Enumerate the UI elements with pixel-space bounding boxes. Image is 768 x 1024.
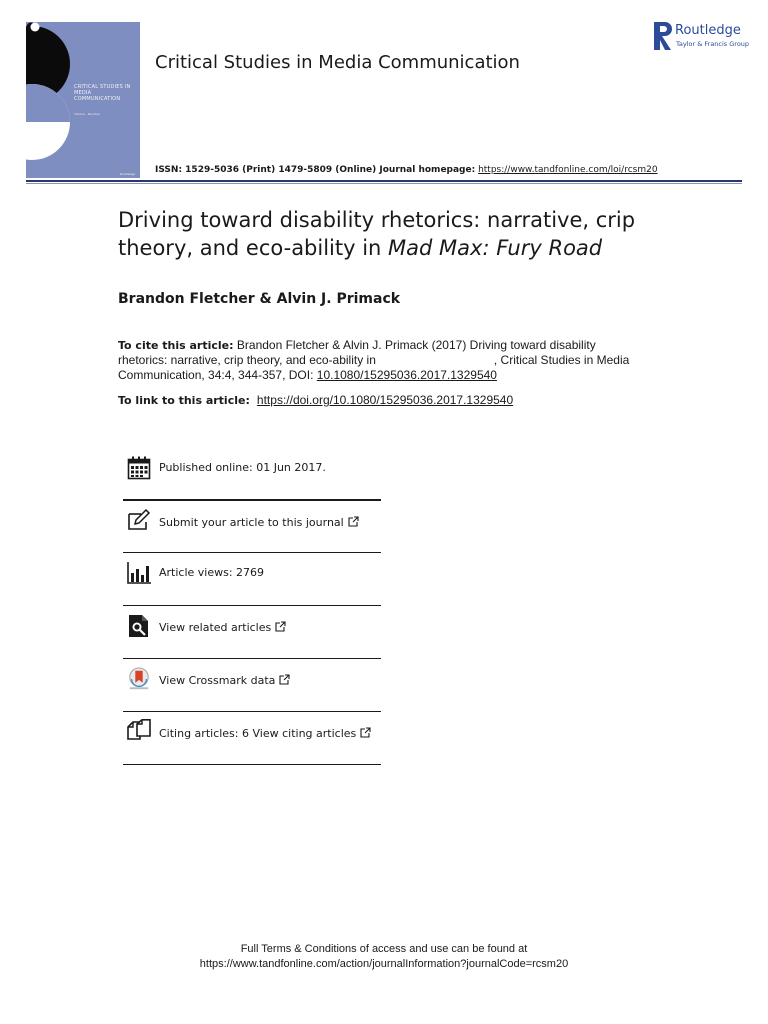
submit-article-text: Submit your article to this journal — [159, 516, 344, 529]
calendar-icon — [127, 456, 151, 480]
bar-chart-icon — [127, 561, 151, 585]
link-label: To link to this article: — [118, 394, 250, 407]
footer-terms-url[interactable]: https://www.tandfonline.com/action/journalInformation?journalCode=rcsm20 — [199, 958, 569, 970]
publisher-logo — [654, 22, 754, 52]
related-articles-text: View related articles — [159, 621, 272, 634]
crossmark-icon — [127, 667, 151, 691]
article-views-text: Article views: 2769 — [159, 566, 265, 579]
document-search-icon — [127, 614, 151, 638]
cite-doi-link[interactable]: 10.1080/15295036.2017.1329540 — [316, 368, 497, 382]
related-articles-link[interactable] — [159, 621, 286, 634]
article-link-line — [118, 393, 513, 407]
publisher-name: Routledge — [675, 23, 741, 38]
cover-publisher-logo — [26, 22, 40, 32]
crossmark-row[interactable] — [123, 659, 381, 712]
external-link-icon — [348, 516, 359, 527]
submit-article-link[interactable] — [159, 516, 359, 529]
published-online-text: Published online: 01 Jun 2017. — [159, 461, 326, 474]
published-online-row — [123, 446, 381, 499]
cite-text-part1: Brandon Fletcher & Alvin J. Primack (2017) Driving toward disability rhetorics: narrative, crip theory, and eco-ability in — [118, 338, 596, 367]
crossmark-link[interactable] — [159, 674, 290, 687]
footer-terms-line1: Full Terms & Conditions of access and use can be found at — [240, 943, 528, 955]
publisher-group: Taylor & Francis Group — [676, 40, 750, 48]
external-link-icon — [279, 674, 290, 685]
edit-icon — [127, 509, 151, 533]
article-title-italic: Mad Max: Fury Road — [388, 236, 603, 260]
journal-homepage-link[interactable]: https://www.tandfonline.com/loi/rcsm20 — [478, 165, 658, 175]
article-title-main: Driving toward disability rhetorics: narrative, crip theory, and eco-ability in — [118, 208, 636, 260]
submit-article-row[interactable] — [123, 501, 381, 554]
journal-cover-image — [26, 22, 140, 178]
info-divider — [123, 764, 381, 765]
header-divider — [26, 180, 742, 182]
issn-text: ISSN: 1529-5036 (Print) 1479-5809 (Online) Journal homepage: — [155, 165, 476, 175]
article-title — [118, 206, 678, 262]
external-link-icon — [275, 621, 286, 632]
crossmark-text: View Crossmark data — [159, 674, 276, 687]
article-authors: Brandon Fletcher & Alvin J. Primack — [118, 291, 401, 307]
journal-title: Critical Studies in Media Communication — [155, 52, 520, 73]
citing-articles-link[interactable] — [159, 727, 371, 740]
cite-label: To cite this article: — [118, 339, 234, 352]
external-link-icon — [360, 727, 371, 738]
documents-icon — [127, 719, 151, 743]
related-articles-row[interactable] — [123, 606, 381, 659]
cover-subtitle: Volume · Number — [74, 112, 101, 116]
citing-articles-row[interactable] — [123, 712, 381, 765]
citation-block — [118, 338, 638, 383]
issn-line — [155, 165, 658, 175]
article-views-row — [123, 553, 381, 606]
footer-terms — [0, 942, 768, 972]
cover-routledge-mark: Routledge — [120, 172, 136, 176]
routledge-r-icon — [654, 22, 672, 50]
cite-text-part2: , Critical Studies in Media Communication, 34:4, 344-357, DOI: — [118, 353, 630, 382]
article-doi-link[interactable]: https://doi.org/10.1080/15295036.2017.1329540 — [256, 393, 514, 407]
cover-title: CRITICAL STUDIES IN MEDIA COMMUNICATION — [74, 84, 131, 102]
citing-articles-text: Citing articles: 6 View citing articles — [159, 727, 357, 740]
header-divider-thin — [26, 183, 742, 184]
